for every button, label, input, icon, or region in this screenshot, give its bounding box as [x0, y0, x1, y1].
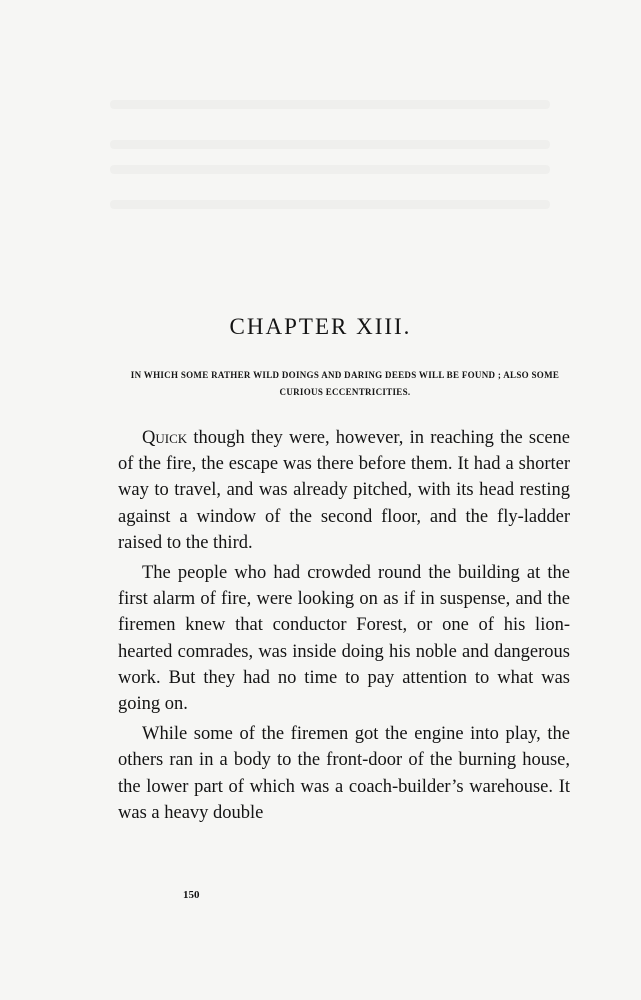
bleed-through-shadow	[110, 200, 550, 209]
paragraph	[118, 721, 570, 826]
paragraph-text: The people who had crowded round the building at the first alarm of fire, were looking on as if in suspense, and the firemen knew that conductor Forest, or one of his lion-hearted comrades, was inside doing his noble and dangerous work. But they had no time to pay attention to what was going on.	[118, 563, 570, 715]
paragraph	[118, 425, 570, 556]
page-number: 150	[183, 889, 200, 901]
body-text	[118, 425, 570, 830]
paragraph	[118, 560, 570, 717]
paragraph-lead-word: Quick	[142, 428, 188, 448]
bleed-through-shadow	[110, 165, 550, 174]
chapter-title: CHAPTER XIII.	[229, 314, 412, 339]
bleed-through-shadow	[110, 140, 550, 149]
chapter-summary: IN WHICH SOME RATHER WILD DOINGS AND DARING DEEDS WILL BE FOUND ; ALSO SOME CURIOUS ECCENTRICITIES.	[130, 370, 560, 397]
paragraph-text: though they were, however, in reaching the scene of the fire, the escape was there before them. It had a shorter way to travel, and was already pitched, with its head resting against a window of the second floor, and the fly-ladder raised to the third.	[118, 428, 570, 553]
paragraph-text: While some of the firemen got the engine into play, the others ran in a body to the front-door of the burning house, the lower part of which was a coach-builder’s warehouse. It was a heavy double	[118, 724, 570, 823]
bleed-through-shadow	[110, 100, 550, 109]
